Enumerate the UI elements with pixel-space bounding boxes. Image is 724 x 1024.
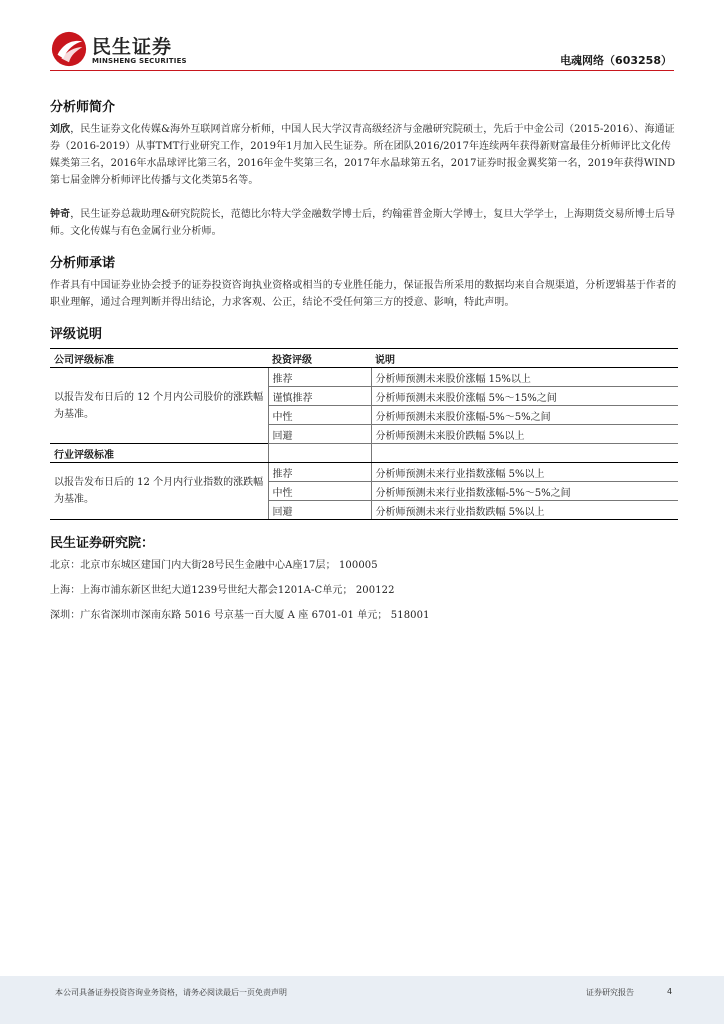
footer-report-type: 证券研究报告 [586, 988, 634, 997]
grade-cell: 中性 [268, 406, 371, 425]
header-company-standard: 公司评级标准 [50, 349, 268, 368]
grade-cell: 回避 [268, 501, 371, 520]
page-header [0, 0, 724, 80]
grade-cell: 谨慎推荐 [268, 387, 371, 406]
company-code: 电魂网络（603258） [560, 54, 672, 67]
desc-cell: 分析师预测未来行业指数涨幅-5%～5%之间 [371, 482, 678, 501]
minsheng-logo-icon [50, 30, 88, 68]
header-industry-standard: 行业评级标准 [50, 444, 268, 463]
rating-table [50, 348, 678, 520]
analyst-bio-text: ，民生证券文化传媒&海外互联网首席分析师，中国人民大学汉青高级经济与金融研究院硕士，先后于中金公司（2015-2016）、海通证券（2016-2019）从事TMT行业研究工作，2019年1月加入民生证券。所在团队2016/2017年连续两年获得新财富最佳分析师评比文化传媒类第三名，2016年水晶球评比第三名，2016年金牛奖第三名，2017年水晶球第五名，2017证券时报金翼奖第一名，2019年获得WIND第七届金牌分析师评比传播与文化类第5名等。 [50, 124, 676, 186]
desc-cell: 分析师预测未来股价涨幅 5%～15%之间 [371, 387, 678, 406]
industry-basis: 以报告发布日后的 12 个月内行业指数的涨跌幅为基准。 [50, 463, 268, 520]
main-content [50, 96, 678, 632]
logo-text-cn: 民生证券 [92, 36, 173, 58]
desc-cell: 分析师预测未来行业指数跌幅 5%以上 [371, 501, 678, 520]
analyst-name: 刘欣 [50, 124, 71, 135]
desc-cell: 分析师预测未来行业指数涨幅 5%以上 [371, 463, 678, 482]
rating-table-header [50, 349, 678, 368]
analyst-intro-title: 分析师简介 [50, 100, 116, 115]
commitment-text: 作者具有中国证券业协会授予的证券投资咨询执业资格或相当的专业胜任能力，保证报告所采用的数据均来自合规渠道，分析逻辑基于作者的职业理解，通过合理判断并得出结论，力求客观、公正，结论不受任何第三方的授意、影响，特此声明。 [50, 280, 677, 308]
desc-cell: 分析师预测未来股价涨幅 15%以上 [371, 368, 678, 387]
address-shanghai: 上海：上海市浦东新区世纪大道1239号世纪大都会1201A-C单元； 200122 [50, 585, 395, 596]
address-list [50, 557, 678, 624]
header-empty [268, 444, 371, 463]
desc-cell: 分析师预测未来股价涨幅-5%～5%之间 [371, 406, 678, 425]
grade-cell: 推荐 [268, 368, 371, 387]
grade-cell: 中性 [268, 482, 371, 501]
header-empty [371, 444, 678, 463]
footer-disclaimer: 本公司具备证券投资咨询业务资格，请务必阅读最后一页免责声明 [55, 988, 287, 997]
company-basis: 以报告发布日后的 12 个月内公司股价的涨跌幅为基准。 [50, 368, 268, 444]
grade-cell: 回避 [268, 425, 371, 444]
commitment-title: 分析师承诺 [50, 256, 116, 271]
institute-title: 民生证券研究院： [50, 536, 155, 551]
address-beijing: 北京：北京市东城区建国门内大街28号民生金融中心A座17层； 100005 [50, 560, 378, 571]
analyst-bio-text: ，民生证券总裁助理&研究院院长，范德比尔特大学金融数学博士后，约翰霍普金斯大学博士，复旦大学学士，上海期货交易所博士后导师。文化传媒与有色金属行业分析师。 [50, 209, 676, 237]
address-shenzhen: 深圳：广东省深圳市深南东路 5016 号京基一百大厦 A 座 6701-01 单元； 518001 [50, 610, 430, 621]
analyst-bio-liu [50, 121, 678, 189]
analyst-name: 钟奇 [50, 209, 71, 220]
header-investment-rating: 投资评级 [268, 349, 371, 368]
table-row [50, 463, 678, 482]
logo-text-en: MINSHENG SECURITIES [92, 57, 187, 65]
grade-cell: 推荐 [268, 463, 371, 482]
industry-header-row [50, 444, 678, 463]
header-description: 说明 [371, 349, 678, 368]
analyst-bio-zhong [50, 206, 678, 240]
desc-cell: 分析师预测未来股价跌幅 5%以上 [371, 425, 678, 444]
page-number: 4 [667, 987, 673, 996]
header-divider [50, 70, 674, 71]
company-logo [50, 30, 210, 70]
rating-title: 评级说明 [50, 327, 103, 342]
table-row [50, 368, 678, 387]
page-footer [0, 976, 724, 1024]
